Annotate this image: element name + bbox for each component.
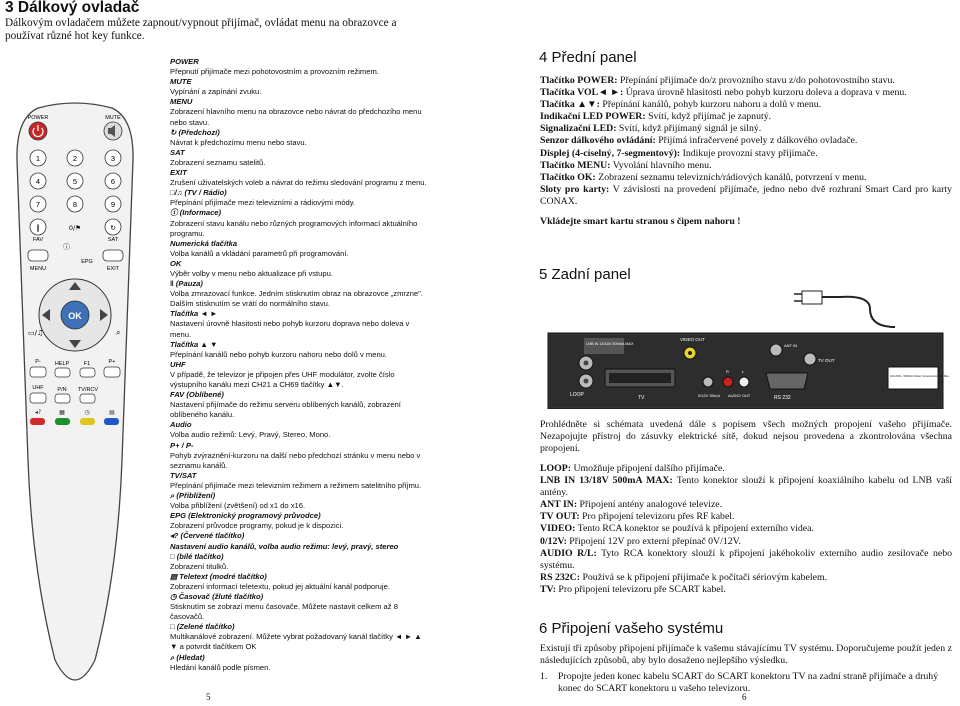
audio-out-label: AUDIO OUT xyxy=(728,393,751,398)
list-item xyxy=(540,99,952,111)
numeric-keypad xyxy=(30,150,121,212)
epg-label: EPG xyxy=(81,259,93,265)
remote-intro-text: Dálkovým ovladačem můžete zapnout/vypnout přijímač, ovládat menu na obrazovce a používat různé hot key funkce. xyxy=(5,17,397,42)
tv-radio-icon: ▭/♫ xyxy=(28,329,44,337)
list-item-description: Pro připojení televizoru přes RF kabel. xyxy=(579,511,735,523)
legend-description: Přepnutí přijímače mezi pohotovostním a provozním režimem. xyxy=(170,67,379,77)
pminus-label: P- xyxy=(35,359,41,365)
mute-label: MUTE xyxy=(105,115,121,121)
legend-description: Zrušení uživatelských voleb a návrat do režimu sledování programu z menu. xyxy=(170,178,427,188)
list-item xyxy=(540,523,952,535)
pplus-button[interactable] xyxy=(104,367,120,377)
list-item-term: Sloty pro karty: xyxy=(540,183,610,195)
key-0[interactable]: 0/⚑ xyxy=(68,224,82,232)
list-item xyxy=(540,511,952,523)
f1-label: F1 xyxy=(83,361,91,367)
tv-label: TV xyxy=(638,395,645,401)
legend-description: Multikanálové zobrazení. Můžete vybrat požadovaný kanál tlačítky ◄ ► ▲ ▼ a potvrdit tlačítkem OK xyxy=(170,632,422,652)
connection-intro: Existují tři způsoby připojení přijímače k vašemu stávajícímu TV systému. Doporučujeme použít jeden z následujících způsobů, aby bylo dosaženo nejlepšího výsledku. xyxy=(540,643,952,667)
rear-panel-heading: 5 Zadní panel xyxy=(539,266,631,283)
legend-description: Zobrazení průvodce programy, pokud je k dispozici. xyxy=(170,521,344,531)
list-item xyxy=(540,499,952,511)
list-item xyxy=(540,75,952,87)
list-item xyxy=(540,172,952,184)
pminus-button[interactable] xyxy=(30,367,46,377)
list-item-term: Tlačítko OK: xyxy=(540,171,596,183)
legend-description: Volba přiblížení (zvětšení) od x1 do x16. xyxy=(170,501,306,511)
help-button[interactable] xyxy=(55,368,70,377)
list-item xyxy=(540,572,952,584)
list-item xyxy=(540,160,952,172)
yellow-button[interactable] xyxy=(80,418,95,425)
legend-term: ⌕ (Hledat) xyxy=(170,652,205,662)
legend-term: ◷ Časovač (žluté tlačítko) xyxy=(170,591,264,601)
tv-out-connector xyxy=(804,353,816,365)
legend-description: Návrat k předchozímu menu nebo stavu. xyxy=(170,137,307,147)
rear-panel-diagram xyxy=(540,289,950,409)
legend-description: Výběr volby v menu nebo aktualizace při vstupu. xyxy=(170,268,333,278)
connection-heading: 6 Připojení vašeho systému xyxy=(539,620,724,637)
legend-description: Zobrazení informací teletextu, pokud jej aktuální kanál podporuje. xyxy=(170,581,390,591)
list-item-description: Svítí, když přijímaný signál je silný. xyxy=(616,123,762,135)
list-item-description: Zobrazení seznamu televizních/rádiových kanálů, potvrzení v menu. xyxy=(595,171,867,183)
remote-button-legend xyxy=(170,57,430,673)
remote-control-illustration xyxy=(0,100,150,700)
key-9[interactable]: 9 xyxy=(110,200,116,209)
list-item-description: Tento RCA konektor se používá k připojení externího videa. xyxy=(575,523,814,535)
legend-description: Zobrazení seznamu satelitů. xyxy=(170,157,266,167)
list-item xyxy=(540,111,952,123)
menu-button[interactable] xyxy=(28,250,48,261)
list-item-description: Připojení 12V pro externí přepínač 0V/12V. xyxy=(566,535,741,547)
timer-icon: ◷ xyxy=(84,409,90,416)
loop-label: LOOP xyxy=(570,392,584,398)
list-item-description: Přepínání přijímače do/z provozního stavu z/do pohotovostního stavu. xyxy=(617,75,895,86)
page-number-right: 6 xyxy=(742,692,747,702)
pn-label: P/N xyxy=(57,387,67,393)
multi-icon: ▦ xyxy=(59,409,65,416)
list-item xyxy=(540,135,952,147)
list-item xyxy=(540,463,952,475)
tvrcv-label: TV/RCV xyxy=(77,387,99,393)
list-item-description: Umožňuje připojení dalšího přijímače. xyxy=(571,463,725,474)
zoom-icon: ⌕ xyxy=(116,328,121,337)
key-5[interactable]: 5 xyxy=(72,177,78,186)
list-item-term: Displej (4-císelný, 7-segmentový): xyxy=(540,147,681,159)
legend-description: Volba audio režimů: Levý, Pravý, Stereo, Mono. xyxy=(170,430,331,440)
legend-term: Audio xyxy=(170,420,192,430)
pplus-label: P+ xyxy=(108,359,116,365)
uhf-label: UHF xyxy=(32,385,44,391)
legend-description: Zobrazení titulků. xyxy=(170,561,229,571)
list-item-term: ANT IN: xyxy=(540,499,578,511)
list-item-description: Svítí, když přijímač je zapnutý. xyxy=(645,111,772,123)
list-item-description: Přijímá infračervené povely z dálkového ovladače. xyxy=(655,135,858,147)
legend-description: Zobrazení hlavního menu na obrazovce nebo návrat do předchozího menu nebo stavu. xyxy=(170,107,422,127)
key-8[interactable]: 8 xyxy=(72,200,78,209)
legend-description: V případě, že televizor je připojen přes UHF modulátor, zvolte číslo výstupního kanálu mezi CH21 a CH69 tlačítky ▲▼. xyxy=(170,369,395,389)
tvrcv-button[interactable] xyxy=(80,394,95,403)
key-3[interactable]: 3 xyxy=(110,154,116,163)
list-item-term: Tlačítka VOL◄ ►: xyxy=(540,87,624,99)
legend-term: □ (bílé tlačítko) xyxy=(170,551,224,561)
green-button[interactable] xyxy=(55,418,70,425)
legend-description: Nastavení přijímače do režimu serveru oblíbených kanálů, zobrazení oblíbeného kanálu. xyxy=(170,400,401,420)
legend-term: UHF xyxy=(170,359,186,369)
rear-panel-list xyxy=(540,463,952,596)
list-item-term: Senzor dálkového ovládání: xyxy=(540,135,656,147)
list-item-description: Používá se k připojení přijímače k počítači sériovým kabelem. xyxy=(580,571,828,583)
uhf-button[interactable] xyxy=(30,393,46,403)
list-item-term: LOOP: xyxy=(540,463,572,474)
list-item-description: Připojení antény analogové televize. xyxy=(577,499,723,511)
list-item-term: Indikační LED POWER: xyxy=(540,111,646,123)
legend-term: OK xyxy=(170,258,182,268)
legend-term: ⌕ (Přiblížení) xyxy=(170,491,216,501)
lnb-label: LNB IN 13/18V 500mA MAX xyxy=(586,342,634,346)
legend-description: Přepínání přijímače mezi televizními a rádiovými módy. xyxy=(170,198,356,208)
power-label: POWER xyxy=(27,115,49,121)
blue-button[interactable] xyxy=(104,418,119,425)
list-item-term: Tlačítka ▲▼: xyxy=(540,99,600,111)
power-plug xyxy=(802,291,822,304)
legend-description: Přepínání kanálů nebo pohyb kurzoru nahoru nebo dolů v menu. xyxy=(170,349,387,359)
front-panel-heading: 4 Přední panel xyxy=(539,49,637,66)
audio-l-label: L xyxy=(742,369,745,374)
right-page xyxy=(480,0,960,706)
list-item-term: Tlačítko MENU: xyxy=(540,159,611,171)
ant-in-label: ANT IN xyxy=(784,343,798,348)
list-item-term: Tlačítko POWER: xyxy=(540,75,618,86)
legend-description: Volba zmrazovací funkce. Jedním stisknutím obraz na obrazovce „zmrzne". Dalším stisknutím se vrátí do normálního stavu. xyxy=(170,289,423,309)
step-text: Propojte jeden konec kabelu SCART do SCART konektoru TV na zadní straně přijímače a druhý konec do SCART konektoru u vašeho televizoru. xyxy=(558,671,939,695)
remote-section-heading: 3 Dálkový ovladač xyxy=(5,0,140,16)
list-item xyxy=(540,123,952,135)
list-item xyxy=(540,584,952,596)
list-item-term: LNB IN 13/18V 500mA MAX: xyxy=(540,475,673,487)
legend-term: ↻ (Předchozí) xyxy=(170,127,220,137)
legend-description: Stisknutím se zobrazí menu časovače. Můžete nastavit celkem až 8 časovačů. xyxy=(170,602,398,622)
key-7[interactable]: 7 xyxy=(35,200,41,209)
list-item-description: Pro připojení televizoru pře SCART kabel. xyxy=(555,583,726,595)
legend-description: Volba kanálů a vkládání parametrů při programování. xyxy=(170,248,349,258)
key-6[interactable]: 6 xyxy=(110,177,116,186)
list-item-term: Signalizační LED: xyxy=(540,123,617,135)
tv-out-label: TV OUT xyxy=(818,358,835,363)
red-button[interactable] xyxy=(30,418,45,425)
ant-in-connector xyxy=(770,344,782,356)
legend-term: MUTE xyxy=(170,77,192,87)
power-spec-label: 100-230V~ 50/60Hz Power Consumption 18W Max xyxy=(890,375,949,378)
legend-term: MENU xyxy=(170,97,193,107)
f1-button[interactable] xyxy=(80,368,95,377)
list-item xyxy=(540,184,952,208)
legend-term: □/♫ (TV / Rádio) xyxy=(170,188,227,198)
rs232-label: RS 232 xyxy=(774,395,791,401)
legend-term: POWER xyxy=(170,57,199,66)
legend-term: FAV (Oblíbené) xyxy=(170,390,224,400)
legend-description: Nastavení úrovně hlasitosti nebo pohyb kurzoru doprava nebo doleva v menu. xyxy=(170,319,410,339)
audio-icon: ◂? xyxy=(34,409,42,416)
legend-description: Hledání kanálů podle písmen. xyxy=(170,662,271,672)
list-item-term: VIDEO: xyxy=(540,523,576,535)
legend-term: Nastavení audio kanálů, volba audio režimu: levý, pravý, stereo xyxy=(170,541,399,551)
legend-term: Tlačítka ▲ ▼ xyxy=(170,339,218,349)
legend-term: TV/SAT xyxy=(170,470,197,480)
exit-label: EXIT xyxy=(106,266,120,272)
teletext-icon: ▤ xyxy=(109,409,115,416)
list-item-description: Úprava úrovně hlasitosti nebo pohyb kurzoru doleva a doprava v menu. xyxy=(623,87,907,99)
step-number: 1. xyxy=(540,671,548,682)
list-item-description: Tento konektor slouží k připojení koaxiálního kabelu od LNB vaší antény. xyxy=(540,475,952,499)
legend-description: Zobrazení stavu kanálu nebo různých programových informací aktuálního programu. xyxy=(170,218,418,238)
legend-description: Vypínání a zapínání zvuku. xyxy=(170,87,262,97)
info-icon: ⓘ xyxy=(63,243,70,251)
legend-term: Tlačítka ◄ ► xyxy=(170,309,218,319)
legend-term: □ (Zelené tlačítko) xyxy=(170,622,235,632)
exit-button[interactable] xyxy=(103,250,123,261)
legend-term: SAT xyxy=(170,147,185,157)
audio-r-connector xyxy=(723,377,733,387)
audio-l-connector xyxy=(739,377,749,387)
legend-term: EPG (Elektronický programový průvodce) xyxy=(170,511,321,521)
audio-r-label: R xyxy=(726,369,729,374)
v12-connector xyxy=(703,377,713,387)
legend-term: ◂? (Červené tlačítko) xyxy=(170,531,245,541)
list-item-term: TV: xyxy=(540,583,556,595)
key-2[interactable]: 2 xyxy=(72,154,78,163)
svg-text:‖: ‖ xyxy=(36,224,40,232)
pn-button[interactable] xyxy=(55,394,70,403)
list-item-description: Přepínání kanálů, pohyb kurzoru nahoru a dolů v menu. xyxy=(599,99,822,111)
list-item xyxy=(540,475,952,499)
page-number-left: 5 xyxy=(206,692,211,702)
key-1[interactable]: 1 xyxy=(35,154,41,163)
list-item-term: TV OUT: xyxy=(540,511,580,523)
legend-term: ⓘ (Informace) xyxy=(170,208,222,218)
list-item xyxy=(540,536,952,548)
help-label: HELP xyxy=(54,361,70,367)
list-item-description: Tyto RCA konektory slouží k připojení jakéhokoliv externího audio zesilovače nebo systému. xyxy=(540,547,953,571)
v12-label: 0/12V 50mA xyxy=(698,393,721,398)
list-item-term: RS 232C: xyxy=(540,571,581,583)
rear-panel-description: Prohlédněte si schémata uvedená dále s popisem všech možných propojení vašeho přijímače. Nezapojujte přístroj do zásuvky elektrické sítě, dokud nejsou provedena a zkontrolována všechna propojení. xyxy=(540,419,952,455)
legend-term: Numerická tlačítka xyxy=(170,238,238,248)
list-item xyxy=(540,148,952,160)
list-item-term: 0/12V: xyxy=(540,535,567,547)
list-item-description: Indikuje provozní stavy přijímače. xyxy=(680,147,818,159)
sat-label: SAT xyxy=(107,237,119,243)
video-out-label: VIDEO OUT xyxy=(680,337,705,342)
list-item-description: Vyvolání hlavního menu. xyxy=(610,159,712,171)
list-item xyxy=(540,87,952,99)
fav-label: FAV xyxy=(33,237,43,243)
legend-term: EXIT xyxy=(170,168,187,178)
legend-description: Pohyb zvýraznění-kurzoru na další nebo předchozí stránku v menu nebo v seznamu kanálů. xyxy=(170,450,421,470)
legend-term: P+ / P- xyxy=(170,440,194,450)
legend-term: ‖ (Pauza) xyxy=(170,279,203,289)
ok-label: OK xyxy=(68,311,82,321)
smart-card-note: Vkládejte smart kartu stranou s čipem nahoru ! xyxy=(540,216,741,227)
list-item-term: AUDIO R/L: xyxy=(540,547,597,559)
menu-label: MENU xyxy=(29,266,47,272)
key-4[interactable]: 4 xyxy=(35,177,41,186)
rs232-connector xyxy=(766,373,808,389)
legend-description: Přepínání přijímače mezi televizním režimem a režimem satelitního příjmu. xyxy=(170,480,422,490)
front-panel-list xyxy=(540,75,952,208)
svg-text:↻: ↻ xyxy=(110,224,116,232)
list-item xyxy=(540,548,952,572)
legend-term: ▤ Teletext (modré tlačítko) xyxy=(170,571,267,581)
list-item-description: V závislosti na provedení přijímače, jedno nebo dvě rozhraní Smart Card pro karty CONAX. xyxy=(540,183,953,207)
